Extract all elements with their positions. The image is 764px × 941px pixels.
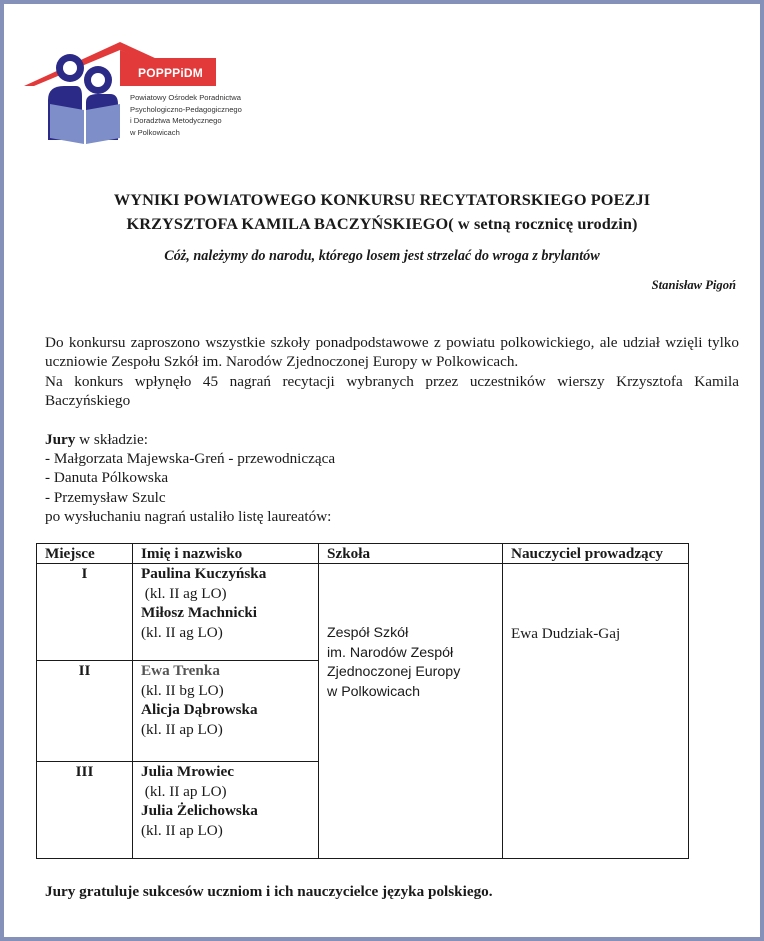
- header-teacher: Nauczyciel prowadzący: [503, 544, 689, 564]
- students-cell: [133, 564, 319, 661]
- school-line: Zespół Szkół: [327, 625, 409, 642]
- student-name: Julia Żelichowska: [141, 802, 258, 820]
- students-cell: [133, 762, 319, 859]
- place-cell: I: [37, 564, 133, 661]
- school-cell: [319, 564, 503, 859]
- laureates-table: [36, 543, 689, 859]
- student-class: (kl. II ag LO): [141, 584, 227, 602]
- student-class: (kl. II ap LO): [141, 720, 223, 738]
- logo-line: Powiatowy Ośrodek Poradnictwa: [130, 93, 242, 102]
- teacher-cell: Ewa Dudziak-Gaj: [503, 564, 689, 859]
- jury-member: - Małgorzata Majewska-Greń - przewodnicząca: [45, 450, 336, 468]
- jury-member: - Danuta Pólkowska: [45, 469, 169, 487]
- student-name: Julia Mrowiec: [141, 763, 234, 781]
- student-name: Miłosz Machnicki: [141, 604, 258, 622]
- document-page: [8, 8, 756, 933]
- place-cell: III: [37, 762, 133, 859]
- logo-book-right: [86, 104, 120, 144]
- jury-label: Jury: [45, 430, 76, 448]
- school-line: Zjednoczonej Europy: [327, 664, 461, 681]
- institution-logo: [20, 40, 250, 150]
- jury-member: - Przemysław Szulc: [45, 488, 166, 506]
- intro-section: [45, 333, 739, 527]
- logo-line: i Doradztwa Metodycznego: [130, 116, 222, 126]
- header-place: Miejsce: [37, 544, 133, 564]
- logo-acronym: POPPPiDM: [138, 66, 203, 80]
- student-class: (kl. II ag LO): [141, 623, 223, 641]
- jury-heading: [45, 430, 739, 449]
- header-school: Szkoła: [319, 544, 503, 564]
- motto-quote: Cóż, należymy do narodu, którego losem jest strzelać do wroga z brylantów: [164, 248, 600, 264]
- table-row: [37, 564, 689, 661]
- quote-author: Stanisław Pigoń: [651, 278, 736, 292]
- intro-paragraph-1: Do konkursu zaproszono wszystkie szkoły ponadpodstawowe z powiatu polkowickiego, ale udział wzięli tylko uczniowie Zespołu Szkół im. Narodów Zjednoczonej Europy w Polkowicach.: [45, 334, 739, 371]
- intro-paragraph-2: Na konkurs wpłynęło 45 nagrań recytacji wybranych przez uczestników wierszy Krzysztofa Kamila Baczyńskiego: [45, 372, 739, 410]
- student-name: Paulina Kuczyńska: [141, 565, 267, 583]
- closing-statement: Jury gratuluje sukcesów uczniom i ich nauczycielce języka polskiego.: [45, 883, 493, 900]
- logo-line: Psychologiczno-Pedagogicznego: [130, 104, 242, 114]
- title-line-2: KRZYSZTOFA KAMILA BACZYŃSKIEGO( w setną rocznicę urodzin): [126, 214, 638, 233]
- logo-book-left: [50, 104, 84, 144]
- jury-decision: po wysłuchaniu nagrań ustaliło listę laureatów:: [45, 508, 332, 526]
- school-line: im. Narodów Zespół: [327, 644, 454, 661]
- title-line-1: WYNIKI POWIATOWEGO KONKURSU RECYTATORSKIEGO POEZJI: [113, 190, 651, 209]
- student-name: Alicja Dąbrowska: [141, 701, 258, 719]
- student-name: Ewa Trenka: [141, 662, 220, 680]
- table-header-row: [37, 544, 689, 564]
- header-name: Imię i nazwisko: [133, 544, 319, 564]
- jury-label-rest: w składzie:: [75, 430, 148, 448]
- logo-line: w Polkowicach: [130, 127, 180, 137]
- student-class: (kl. II bg LO): [141, 681, 224, 699]
- place-cell: II: [37, 661, 133, 762]
- student-class: (kl. II ap LO): [141, 821, 223, 839]
- students-cell: [133, 661, 319, 762]
- school-line: w Polkowicach: [327, 683, 421, 700]
- logo-institution-name: [130, 92, 242, 138]
- student-class: (kl. II ap LO): [141, 782, 227, 800]
- document-title: [8, 188, 756, 236]
